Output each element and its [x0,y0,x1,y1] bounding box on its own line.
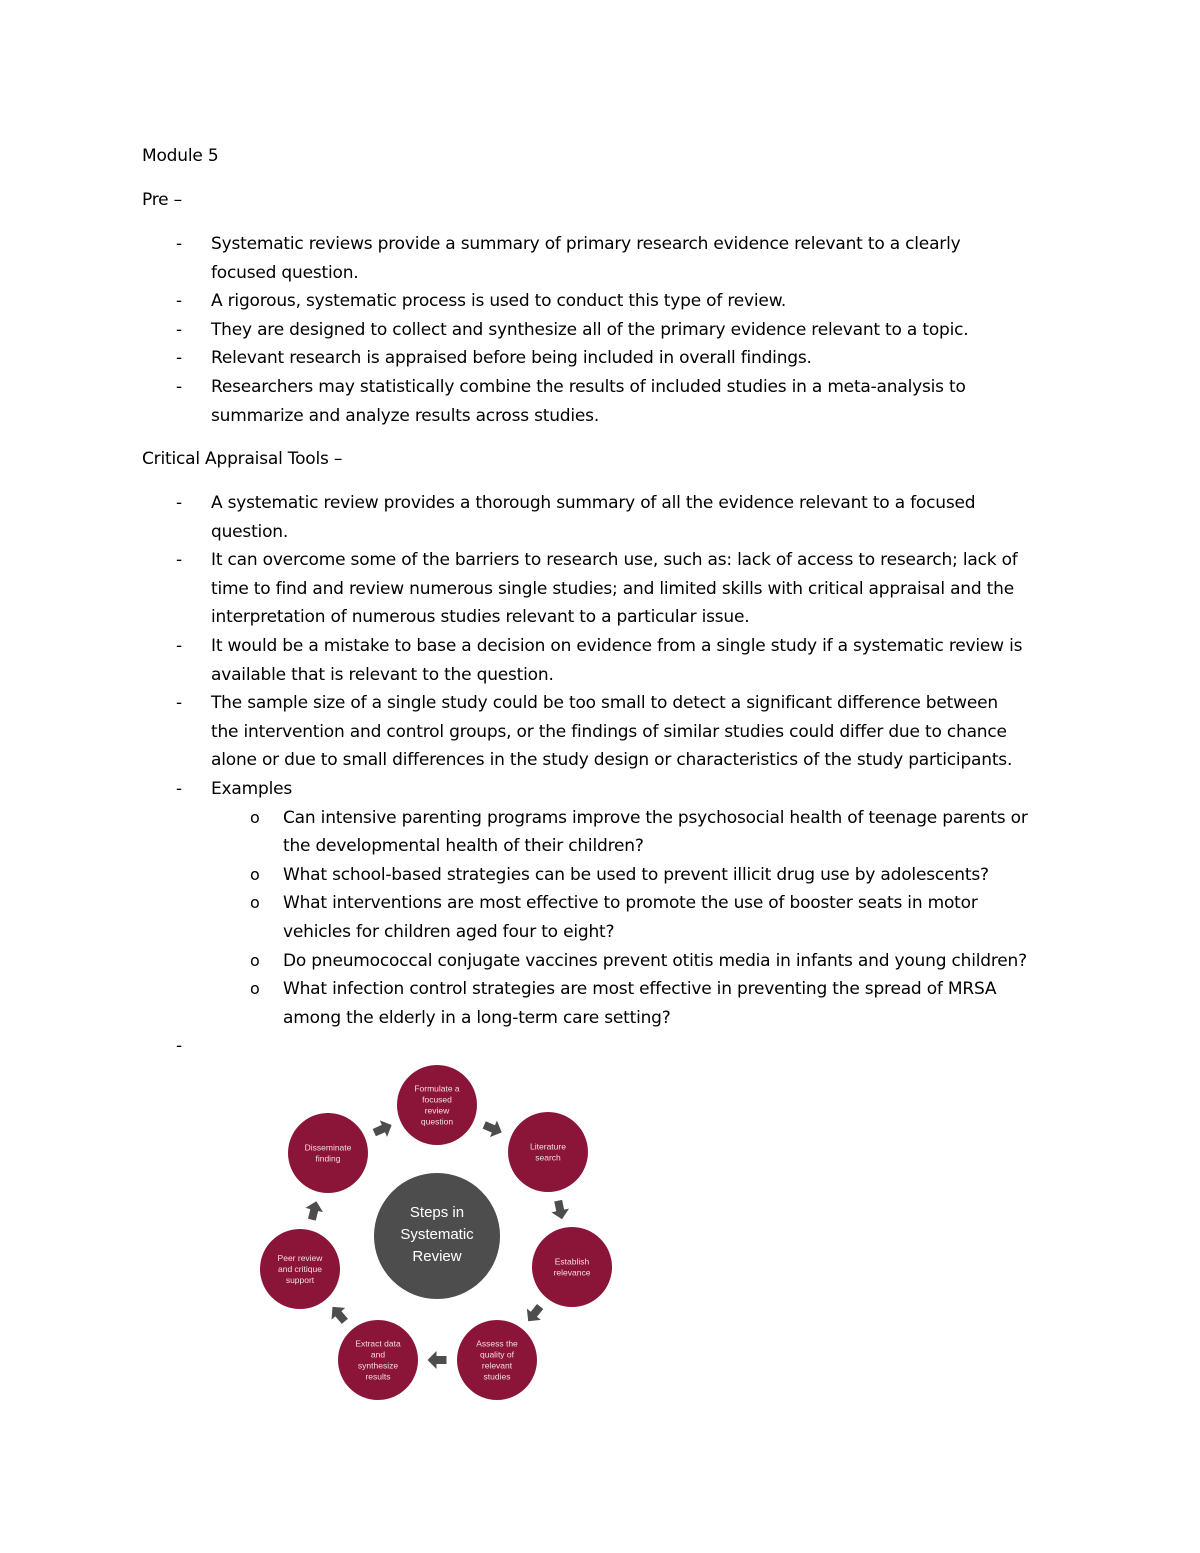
bullet-dash-empty: - [176,1036,183,1057]
step-label: relevance [553,1267,591,1278]
bullet-dash: - [176,291,183,312]
cycle-arrow-icon [326,1301,352,1327]
example-text: vehicles for children aged four to eight? [283,922,615,942]
steps-diagram [250,1055,630,1415]
center-label: Steps in [409,1204,465,1221]
step-label: search [535,1152,561,1163]
sub-bullet-marker: o [250,807,260,827]
bullet-dash: - [176,377,183,397]
step-label: relevant [481,1360,513,1371]
bullet-text: Systematic reviews provide a summary of primary research evidence relevant to a clearly [211,234,961,254]
cycle-arrow-icon [428,1351,447,1369]
step-label: question [420,1116,454,1127]
step-label: Disseminate [304,1142,352,1153]
bullet-text: A rigorous, systematic process is used to conduct this type of review. [211,291,787,312]
bullet-text: Relevant research is appraised before being included in overall findings. [211,348,812,369]
example-text: What interventions are most effective to promote the use of booster seats in motor [283,893,978,914]
bullet-text: alone or due to small differences in the study design or characteristics of the study participants. [211,750,1013,771]
cycle-arrow-icon [521,1301,547,1327]
bullet-text: interpretation of numerous studies relevant to a particular issue. [211,607,750,628]
section-heading-pre: Pre – [142,190,182,210]
systematic-review-cycle-diagram [250,1055,630,1415]
step-label: Extract data [355,1338,401,1349]
step-label: support [285,1275,315,1285]
step-label: and [370,1349,386,1360]
bullet-dash: - [176,693,183,714]
bullet-text: It can overcome some of the barriers to research use, such as: lack of access to research; lack of [211,550,1018,571]
bullet-text: The sample size of a single study could be too small to detect a significant difference between [211,693,998,714]
step-label: results [365,1371,391,1382]
step-label: review [424,1105,450,1116]
bullet-text: Examples [211,779,293,799]
sub-bullet-marker: o [250,950,260,970]
bullet-text: It would be a mistake to base a decision on evidence from a single study if a systematic review is [211,636,1023,656]
example-text: the developmental health of their children? [283,836,644,857]
step-label: Literature [530,1141,566,1152]
cycle-arrow-icon [549,1199,571,1221]
step-label: focused [422,1094,452,1105]
example-text: What infection control strategies are most effective in preventing the spread of MRSA [283,979,997,1000]
step-label: and critique [278,1264,322,1274]
step-label: synthesize [357,1360,399,1371]
bullet-dash: - [176,234,183,254]
bullet-text: question. [211,521,289,542]
bullet-dash: - [176,636,183,656]
bullet-text: time to find and review numerous single studies; and limited skills with critical appraisal and the [211,578,1014,599]
section-heading-critical-appraisal: Critical Appraisal Tools – [142,449,343,469]
step-label: studies [483,1371,511,1382]
step-label: finding [315,1153,341,1164]
bullet-text: focused question. [211,262,359,283]
example-text: Do pneumococcal conjugate vaccines prevent otitis media in infants and young children? [283,950,1027,971]
bullet-text: They are designed to collect and synthesize all of the primary evidence relevant to a topic. [211,319,969,340]
bullet-text: Researchers may statistically combine the results of included studies in a meta-analysis to [211,377,966,397]
center-label: Systematic [400,1226,474,1243]
bullet-dash: - [176,493,183,513]
page-title: Module 5 [142,146,219,166]
example-text: among the elderly in a long-term care setting? [283,1007,671,1028]
bullet-text: summarize and analyze results across studies. [211,405,600,426]
step-label: Assess the [476,1338,518,1349]
sub-bullet-marker: o [250,864,260,884]
bullet-text: the intervention and control groups, or the findings of similar studies could differ due to chance [211,721,1007,742]
bullet-text: A systematic review provides a thorough summary of all the evidence relevant to a focused [211,493,976,513]
cycle-arrow-icon [303,1199,325,1222]
bullet-dash: - [176,348,183,369]
bullet-dash: - [176,319,183,340]
center-label: Review [412,1248,462,1265]
cycle-arrow-icon [481,1117,506,1141]
bullet-dash: - [176,779,183,799]
example-text: Can intensive parenting programs improve the psychosocial health of teenage parents or [283,807,1028,828]
sub-bullet-marker: o [250,979,260,999]
bullet-text: available that is relevant to the question. [211,664,554,685]
step-label: Peer review [277,1253,323,1263]
step-label: quality of [479,1349,515,1360]
step-label: Formulate a [414,1083,460,1094]
step-label: Establish [554,1256,590,1267]
bullet-dash: - [176,550,183,571]
example-text: What school-based strategies can be used to prevent illicit drug use by adolescents? [283,864,989,885]
sub-bullet-marker: o [250,893,260,913]
cycle-arrow-icon [371,1117,396,1141]
